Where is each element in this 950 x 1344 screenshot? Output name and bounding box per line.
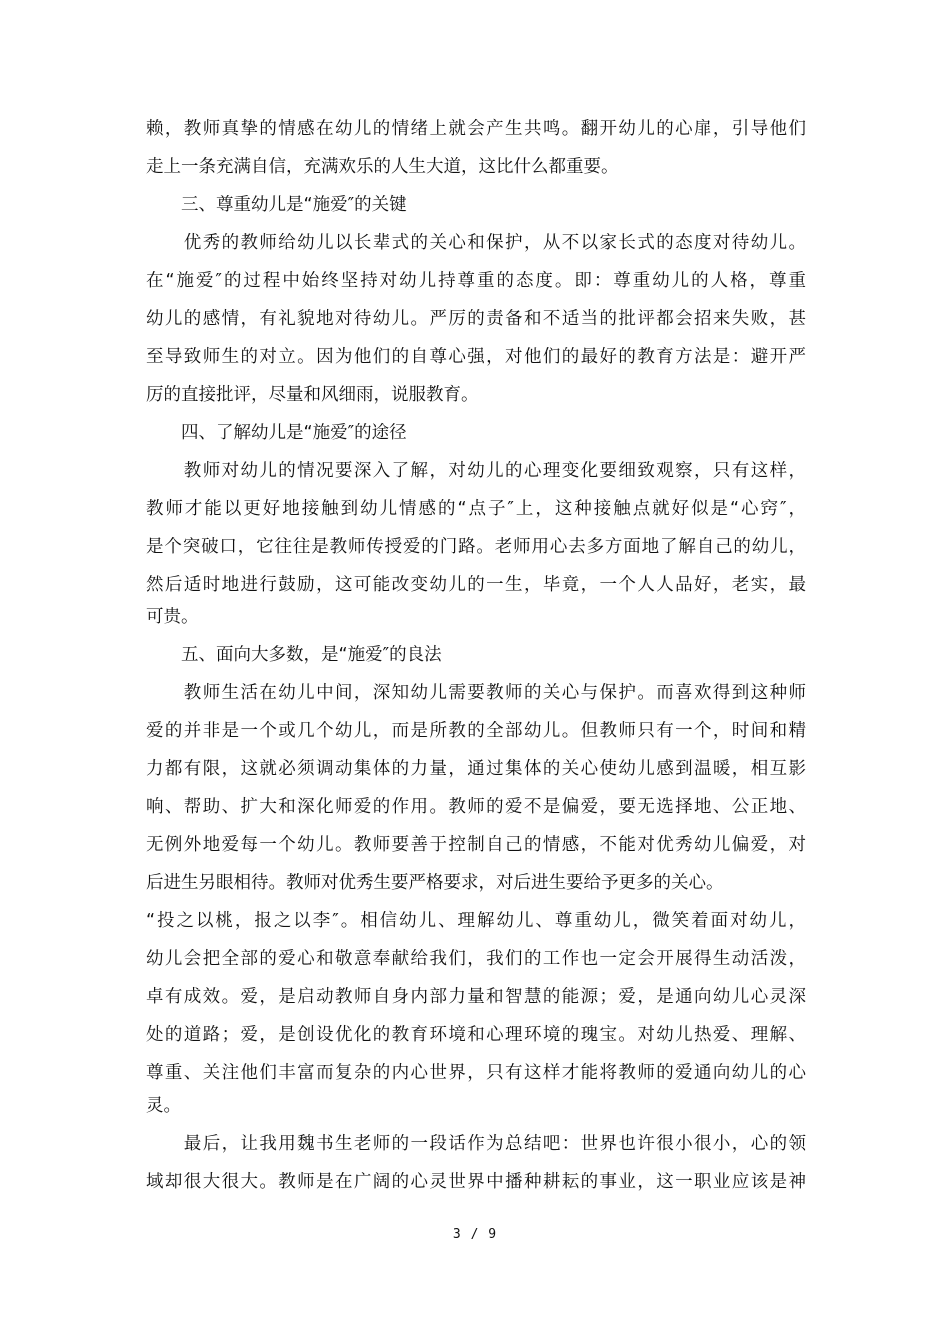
text-line: 教师才能以更好地接触到幼儿情感的“点子″上，这种接触点就好似是“心窍″， xyxy=(146,499,806,519)
text-line: 最后，让我用魏书生老师的一段话作为总结吧：世界也许很小很小，心的领 xyxy=(146,1134,806,1154)
text-line: 爱的并非是一个或几个幼儿，而是所教的全部幼儿。但教师只有一个，时间和精 xyxy=(146,721,806,741)
text-line: 然后适时地进行鼓励，这可能改变幼儿的一生，毕竟，一个人人品好，老实，最 xyxy=(146,575,806,595)
section-heading: 三、尊重幼儿是“施爱″的关键 xyxy=(146,195,407,215)
text-line: 域却很大很大。教师是在广阔的心灵世界中播种耕耘的事业，这一职业应该是神 xyxy=(146,1172,806,1192)
section-heading: 四、了解幼儿是“施爱″的途径 xyxy=(146,423,407,443)
text-line: 教师生活在幼儿中间，深知幼儿需要教师的关心与保护。而喜欢得到这种师 xyxy=(146,683,806,703)
text-line: 走上一条充满自信，充满欢乐的人生大道，这比什么都重要。 xyxy=(146,157,619,177)
text-line: 厉的直接批评，尽量和风细雨，说服教育。 xyxy=(146,385,479,405)
text-line: 优秀的教师给幼儿以长辈式的关心和保护，从不以家长式的态度对待幼儿。 xyxy=(146,233,806,253)
text-line: 至导致师生的对立。因为他们的自尊心强，对他们的最好的教育方法是：避开严 xyxy=(146,347,806,367)
text-line: 在“施爱″的过程中始终坚持对幼儿持尊重的态度。即：尊重幼儿的人格，尊重 xyxy=(146,271,806,291)
section-heading: 五、面向大多数，是“施爱″的良法 xyxy=(146,645,442,665)
page-number: 3 / 9 xyxy=(452,1227,498,1242)
text-line: 尊重、关注他们丰富而复杂的内心世界，只有这样才能将教师的爱通向幼儿的心 xyxy=(146,1063,806,1083)
text-line: 教师对幼儿的情况要深入了解，对幼儿的心理变化要细致观察，只有这样， xyxy=(146,461,806,481)
text-line: 卓有成效。爱，是启动教师自身内部力量和智慧的能源；爱，是通向幼儿心灵深 xyxy=(146,987,806,1007)
text-line: 可贵。 xyxy=(146,607,199,627)
text-line: 响、帮助、扩大和深化师爱的作用。教师的爱不是偏爱，要无选择地、公正地、 xyxy=(146,797,806,817)
text-line: 赖，教师真挚的情感在幼儿的情绪上就会产生共鸣。翻开幼儿的心扉，引导他们 xyxy=(146,119,806,139)
text-line: 后进生另眼相待。教师对优秀生要严格要求，对后进生要给予更多的关心。 xyxy=(146,873,724,893)
text-line: 力都有限，这就必须调动集体的力量，通过集体的关心使幼儿感到温暖，相互影 xyxy=(146,759,806,779)
text-line: 幼儿会把全部的爱心和敬意奉献给我们，我们的工作也一定会开展得生动活泼， xyxy=(146,949,806,969)
text-line: 幼儿的感情，有礼貌地对待幼儿。严厉的责备和不适当的批评都会招来失败，甚 xyxy=(146,309,806,329)
text-line: 无例外地爱每一个幼儿。教师要善于控制自己的情感，不能对优秀幼儿偏爱，对 xyxy=(146,835,806,855)
text-line: 处的道路；爱，是创设优化的教育环境和心理环境的瑰宝。对幼儿热爱、理解、 xyxy=(146,1025,806,1045)
text-line: “投之以桃，报之以李″。相信幼儿、理解幼儿、尊重幼儿，微笑着面对幼儿， xyxy=(146,911,806,931)
text-line: 灵。 xyxy=(146,1096,181,1116)
text-line: 是个突破口，它往往是教师传授爱的门路。老师用心去多方面地了解自己的幼儿， xyxy=(146,537,806,557)
